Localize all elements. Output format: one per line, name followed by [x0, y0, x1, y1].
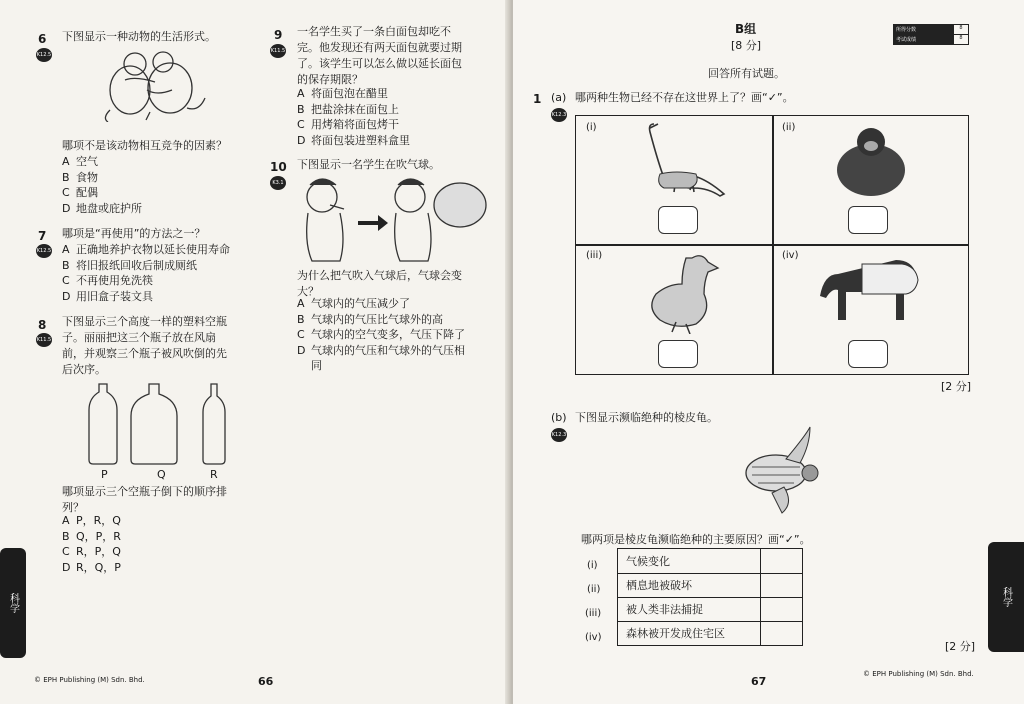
answer-checkbox-i[interactable]: [658, 206, 698, 234]
options-list: [297, 86, 410, 148]
subject-side-tab: 科学: [988, 542, 1024, 652]
reasons-table: [581, 554, 803, 652]
option-d[interactable]: D 气球内的气压和气球外的气压相: [297, 343, 465, 357]
section-title: B组: [735, 22, 757, 36]
marks-a: [2 分]: [941, 380, 972, 393]
options-list: [62, 513, 121, 575]
option-b[interactable]: B 气球内的气压比气球外的高: [297, 312, 443, 326]
dodo-icon: [642, 248, 722, 334]
option-a[interactable]: A 将面包泡在醋里: [297, 87, 388, 100]
option-c[interactable]: C R，P，Q: [62, 545, 121, 558]
skill-badge: K12.3: [551, 108, 567, 122]
question-number: 8: [38, 318, 47, 332]
option-a[interactable]: A P，R，Q: [62, 514, 121, 527]
question-text: 下图显示濒临绝种的棱皮龟。: [575, 411, 718, 424]
option-d-continued: 同: [311, 359, 322, 372]
answer-checkbox-iv[interactable]: [848, 340, 888, 368]
answer-checkbox-iii[interactable]: [658, 340, 698, 368]
question-text: 哪两项是棱皮龟濒临绝种的主要原因？画“✓”。: [581, 533, 811, 546]
tapir-icon: [818, 256, 928, 328]
publisher-footer: © EPH Publishing (M) Sdn. Bhd.: [863, 670, 974, 678]
option-d[interactable]: D 用旧盒子装文具: [62, 289, 153, 303]
question-text: 哪项不是该动物相互竞争的因素？: [62, 139, 227, 152]
skill-badge: K12.3: [551, 428, 567, 442]
option-b[interactable]: B Q，P，R: [62, 529, 121, 543]
dinosaur-icon: [636, 118, 726, 200]
question-number: 10: [270, 160, 287, 174]
skill-badge: K12.5: [36, 48, 52, 62]
part-label: (b): [551, 411, 567, 424]
option-b[interactable]: B 食物: [62, 170, 98, 184]
row-number: (iii): [585, 608, 602, 619]
page-number: 67: [751, 675, 767, 688]
question-number: 9: [274, 28, 283, 42]
page-number: 66: [258, 675, 274, 688]
right-page: [513, 0, 1024, 704]
question-number: 7: [38, 229, 47, 243]
option-d[interactable]: D 地盘或庇护所: [62, 201, 142, 215]
instruction: 回答所有试题。: [708, 67, 785, 80]
bottle-label-p: P: [101, 468, 108, 481]
cell-label-i: (i): [586, 122, 597, 133]
leatherback-turtle-icon: [728, 425, 828, 517]
marks-b: [2 分]: [945, 640, 976, 653]
reason-text: 气候变化: [626, 555, 670, 568]
section-marks: [8 分]: [731, 39, 762, 52]
bottle-label-q: Q: [157, 468, 166, 481]
bottle-label-r: R: [210, 468, 218, 481]
question-number: 1: [533, 92, 542, 106]
left-page: [0, 0, 511, 704]
row-number: (i): [587, 560, 598, 571]
animal-grid: [575, 115, 969, 375]
score-box: 所得分数 8 考试成绩 8: [893, 24, 969, 45]
grid-divider-horizontal: [576, 244, 968, 246]
bottles-illustration: [85, 380, 235, 466]
question-text: 哪项显示三个空瓶子倒下的顺序排 列？: [62, 485, 227, 514]
publisher-footer: © EPH Publishing (M) Sdn. Bhd.: [34, 676, 145, 684]
option-c[interactable]: C 用烤箱将面包烤干: [297, 118, 399, 131]
skill-badge: K3.1: [270, 176, 286, 190]
question-stem: 一名学生买了一条白面包却吃不 完。他发现还有两天面包就要过期 了。该学生可以怎么做以延长面包 的保存期限？: [297, 25, 462, 86]
row-number: (iv): [585, 632, 602, 643]
question-text: 为什么把气吹入气球后，气球会变 大？: [297, 269, 462, 298]
reason-text: 被人类非法捕捉: [626, 603, 703, 616]
row-number: (ii): [587, 584, 601, 595]
question-number: 6: [38, 32, 47, 46]
balloon-illustration: [300, 175, 490, 265]
question-text: 哪两种生物已经不存在这世界上了？画“✓”。: [575, 91, 794, 104]
part-label: (a): [551, 91, 567, 104]
skill-badge: K12.5: [36, 244, 52, 258]
option-d[interactable]: D R，Q，P: [62, 560, 121, 574]
question-stem: 哪项是“再使用”的方法之一？: [62, 227, 206, 240]
tick-cell-ii[interactable]: [761, 574, 803, 597]
question-stem: 下图显示三个高度一样的塑料空瓶 子。丽丽把这三个瓶子放在风扇 前，并观察三个瓶子被风吹倒的先 后次序。: [62, 315, 227, 376]
cell-label-iii: (iii): [586, 250, 603, 261]
option-b[interactable]: B 把盐涂抹在面包上: [297, 102, 399, 116]
question-stem: 下图显示一名学生在吹气球。: [297, 158, 440, 171]
option-c[interactable]: C 不再使用免洗筷: [62, 274, 153, 287]
options-list: [297, 296, 465, 374]
option-b[interactable]: B 将旧报纸回收后制成厕纸: [62, 258, 197, 272]
reason-text: 森林被开发成住宅区: [626, 627, 725, 640]
skill-badge: K11.5: [270, 44, 286, 58]
skill-badge: K11.5: [36, 333, 52, 347]
option-a[interactable]: A 气球内的气压减少了: [297, 297, 410, 310]
question-stem: 下图显示一种动物的生活形式。: [62, 30, 216, 43]
option-a[interactable]: A 空气: [62, 155, 98, 168]
options-list: [62, 242, 230, 304]
monkeys-illustration: [95, 50, 215, 122]
option-c[interactable]: C 气球内的空气变多，气压下降了: [297, 328, 465, 341]
cell-label-ii: (ii): [782, 122, 796, 133]
table-grid: [617, 548, 803, 646]
tick-cell-iv[interactable]: [761, 622, 803, 645]
option-c[interactable]: C 配偶: [62, 186, 98, 199]
answer-checkbox-ii[interactable]: [848, 206, 888, 234]
option-a[interactable]: A 正确地养护衣物以延长使用寿命: [62, 243, 230, 256]
subject-side-tab: 科学: [0, 548, 26, 658]
reason-text: 栖息地被破坏: [626, 579, 692, 592]
options-list: [62, 154, 142, 216]
cell-label-iv: (iv): [782, 250, 799, 261]
tick-cell-i[interactable]: [761, 550, 803, 573]
option-d[interactable]: D 将面包装进塑料盒里: [297, 133, 410, 147]
tick-cell-iii[interactable]: [761, 598, 803, 621]
orangutan-icon: [826, 122, 916, 200]
